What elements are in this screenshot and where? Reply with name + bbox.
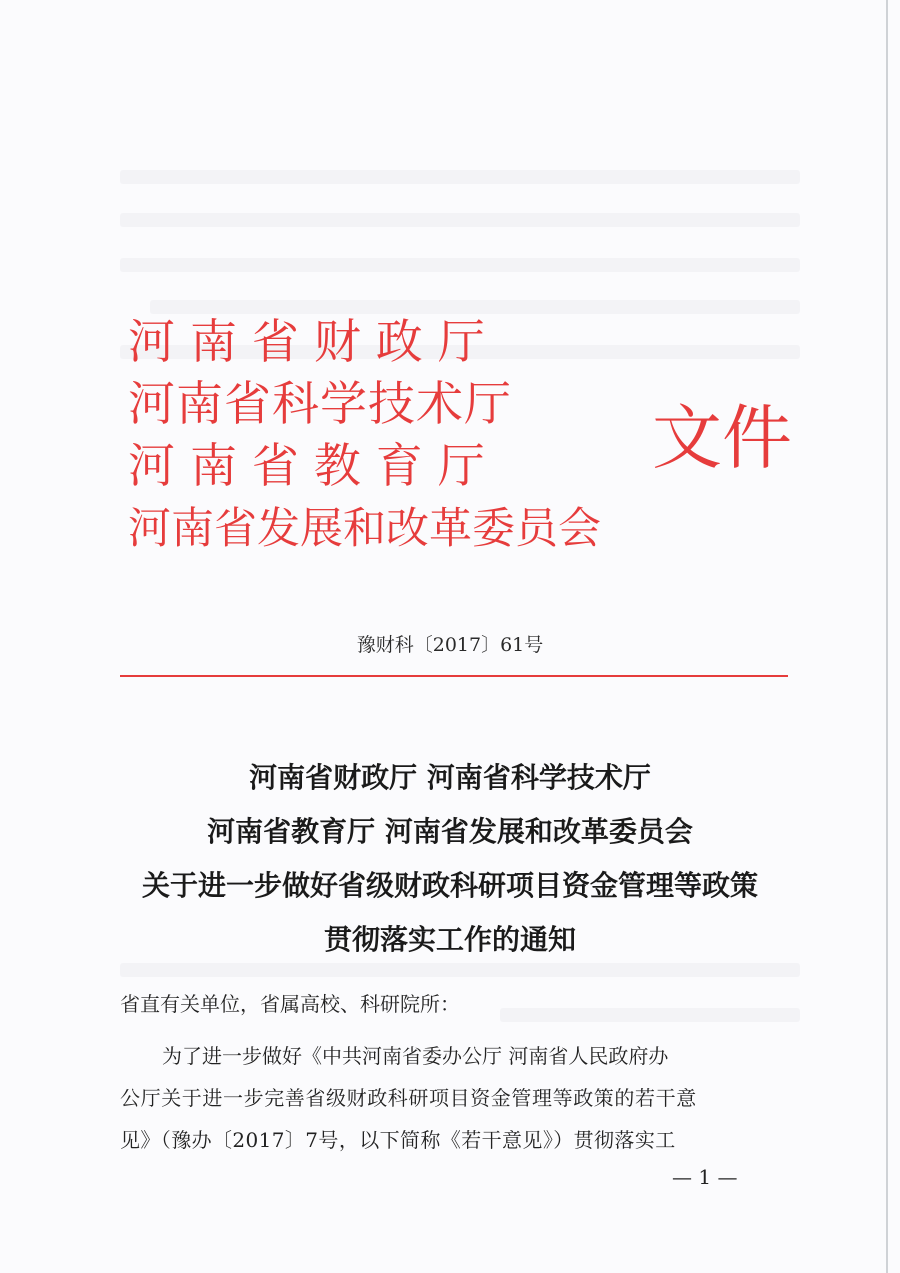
title-line-2: 河南省教育厅 河南省发展和改革委员会: [207, 815, 693, 848]
document-label: 文件: [652, 397, 792, 479]
title-line-1: 河南省财政厅 河南省科学技术厅: [249, 761, 651, 794]
bleed-through-line: [500, 1008, 800, 1022]
page-number: — 1 —: [672, 1165, 738, 1189]
bleed-through-line: [120, 213, 800, 227]
document-number: 豫财科〔2017〕61号: [356, 634, 544, 656]
bleed-through-line: [120, 258, 800, 272]
issuer-development-reform-commission: 河南省发展和改革委员会: [128, 504, 601, 554]
title-line-4: 贯彻落实工作的通知: [323, 923, 576, 956]
issuer-education-dept: 河 南 省 教 育 厅: [128, 439, 485, 494]
salutation: 省直有关单位，省属高校、科研院所：: [120, 992, 460, 1016]
body-line-1: 为了进一步做好《中共河南省委办公厅 河南省人民政府办: [162, 1044, 669, 1068]
issuer-finance-dept: 河 南 省 财 政 厅: [128, 315, 485, 370]
red-separator-line: [120, 675, 788, 677]
bleed-through-line: [120, 963, 800, 977]
title-line-3: 关于进一步做好省级财政科研项目资金管理等政策: [141, 869, 758, 902]
issuer-science-tech-dept: 河南省科学技术厅: [128, 377, 512, 432]
body-line-2: 公厅关于进一步完善省级财政科研项目资金管理等政策的若干意: [120, 1086, 697, 1110]
bleed-through-line: [120, 170, 800, 184]
bleed-through-line: [150, 300, 800, 314]
body-line-3: 见》（豫办〔2017〕7号，以下简称《若干意见》）贯彻落实工: [120, 1128, 676, 1152]
